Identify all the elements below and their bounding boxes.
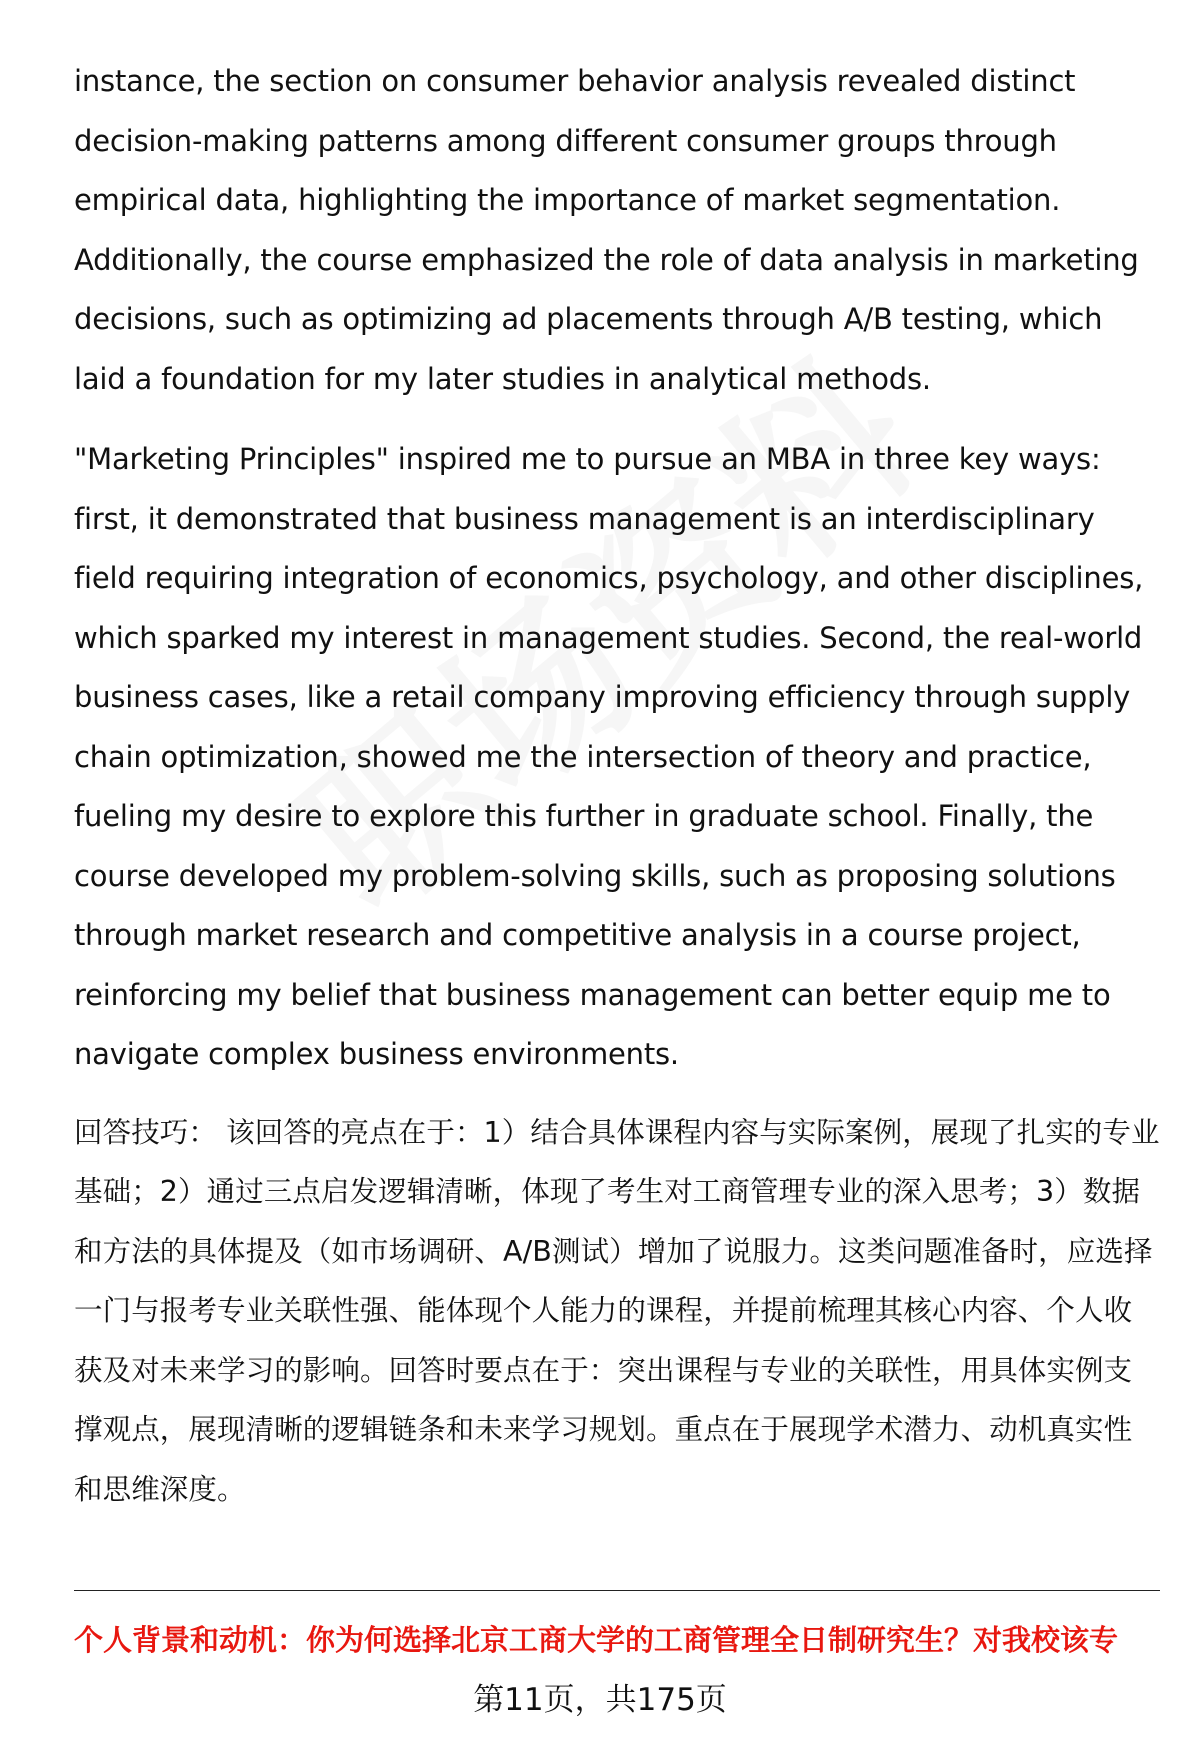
next-question-heading: 个人背景和动机：你为何选择北京工商大学的工商管理全日制研究生？对我校该专 (74, 1623, 1119, 1657)
answer-paragraph-1: instance, the section on consumer behavior analysis revealed distinct decision-making patterns among different consumer groups through empirical data, highlighting the importance of market segmentation. Additionally, the course emphasized the role of data analysis in marketing decisions, such as optimizing ad placements through A/B testing, which laid a foundation for my later studies in analytical methods. (74, 64, 1139, 396)
page-number: 第11页，共175页 (473, 1682, 727, 1718)
answer-paragraph-2: "Marketing Principles" inspired me to pursue an MBA in three key ways: first, it demonstrated that business management is an interdisciplinary field requiring integration of economics, psychology, and other disciplines, which sparked my interest in management studies. Second, the real-world business cases, like a retail company improving efficiency through supply chain optimization, showed me the intersection of theory and practice, fueling my desire to explore this further in graduate school. Finally, the course developed my problem-solving skills, such as proposing solutions through market research and competitive analysis in a course project, reinforcing my belief that business management can better equip me to navigate complex business environments. (74, 442, 1144, 1071)
section-divider (74, 1590, 1160, 1591)
answer-tips-paragraph: 回答技巧： 该回答的亮点在于：1）结合具体课程内容与实际案例，展现了扎实的专业基础；2）通过三点启发逻辑清晰，体现了考生对工商管理专业的深入思考；3）数据和方法的具体提及（如市场调研、A/B测试）增加了说服力。这类问题准备时，应选择一门与报考专业关联性强、能体现个人能力的课程，并提前梳理其核心内容、个人收获及对未来学习的影响。回答时要点在于：突出课程与专业的关联性，用具体实例支撑观点，展现清晰的逻辑链条和未来学习规划。重点在于展现学术潜力、动机真实性和思维深度。 (74, 1115, 1160, 1506)
document-body (74, 52, 1160, 1519)
